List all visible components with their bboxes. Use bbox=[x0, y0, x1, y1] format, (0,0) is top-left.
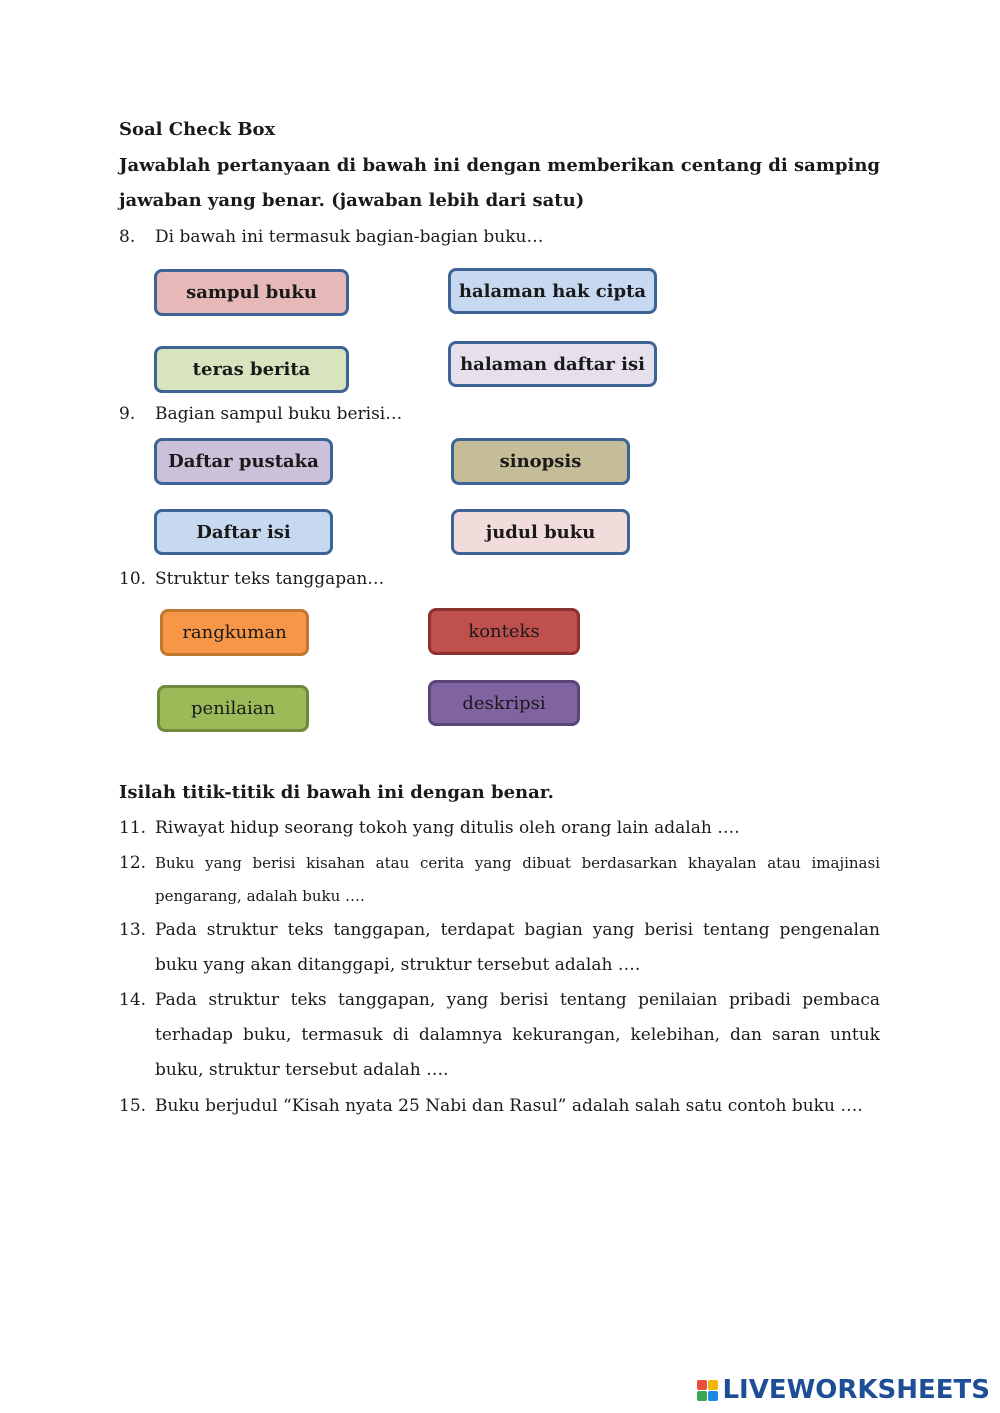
option-konteks[interactable]: konteks bbox=[428, 608, 580, 655]
option-sampul-buku[interactable]: sampul buku bbox=[154, 269, 349, 316]
option-penilaian[interactable]: penilaian bbox=[157, 685, 309, 732]
option-daftar-isi[interactable]: Daftar isi bbox=[154, 509, 333, 555]
question-number: 8. bbox=[119, 227, 136, 247]
liveworksheets-icon bbox=[697, 1380, 718, 1401]
question-text: Buku berjudul “Kisah nyata 25 Nabi dan Rasul” adalah salah satu contoh buku …. bbox=[155, 1096, 863, 1116]
option-halaman-hak-cipta[interactable]: halaman hak cipta bbox=[448, 268, 657, 314]
question-text: Bagian sampul buku berisi… bbox=[155, 404, 403, 424]
liveworksheets-logo bbox=[697, 1375, 990, 1405]
question-number: 12. bbox=[119, 853, 147, 873]
question-number: 9. bbox=[119, 404, 136, 424]
question-number: 15. bbox=[119, 1096, 147, 1116]
option-teras-berita[interactable]: teras berita bbox=[154, 346, 349, 393]
section-title-checkbox: Soal Check Box bbox=[119, 119, 276, 140]
option-sinopsis[interactable]: sinopsis bbox=[451, 438, 630, 485]
question-number: 11. bbox=[119, 818, 147, 838]
question-text: Riwayat hidup seorang tokoh yang ditulis oleh orang lain adalah …. bbox=[155, 818, 740, 838]
brand-name: LIVEWORKSHEETS bbox=[722, 1375, 990, 1405]
option-rangkuman[interactable]: rangkuman bbox=[160, 609, 309, 656]
question-text: Pada struktur teks tanggapan, terdapat bagian yang berisi tentang pengenalan buku yang akan ditanggapi, struktur tersebut adalah …. bbox=[155, 920, 880, 975]
option-judul-buku[interactable]: judul buku bbox=[451, 509, 630, 555]
question-text: Struktur teks tanggapan… bbox=[155, 569, 385, 589]
question-number: 13. bbox=[119, 920, 147, 940]
option-daftar-pustaka[interactable]: Daftar pustaka bbox=[154, 438, 333, 485]
option-halaman-daftar-isi[interactable]: halaman daftar isi bbox=[448, 341, 657, 387]
question-number: 10. bbox=[119, 569, 147, 589]
question-number: 14. bbox=[119, 990, 147, 1010]
option-deskripsi[interactable]: deskripsi bbox=[428, 680, 580, 726]
question-text: Buku yang berisi kisahan atau cerita yang dibuat berdasarkan khayalan atau imajinasi pengarang, adalah buku …. bbox=[155, 854, 880, 905]
section-title-fill: Isilah titik-titik di bawah ini dengan benar. bbox=[119, 782, 554, 803]
question-text: Pada struktur teks tanggapan, yang berisi tentang penilaian pribadi pembaca terhadap buku, termasuk di dalamnya kekurangan, kelebihan, dan saran untuk buku, struktur tersebut adalah …. bbox=[155, 990, 880, 1080]
instruction-text: Jawablah pertanyaan di bawah ini dengan memberikan centang di samping jawaban yang benar. (jawaban lebih dari satu) bbox=[119, 155, 880, 211]
question-text: Di bawah ini termasuk bagian-bagian buku… bbox=[155, 227, 544, 247]
